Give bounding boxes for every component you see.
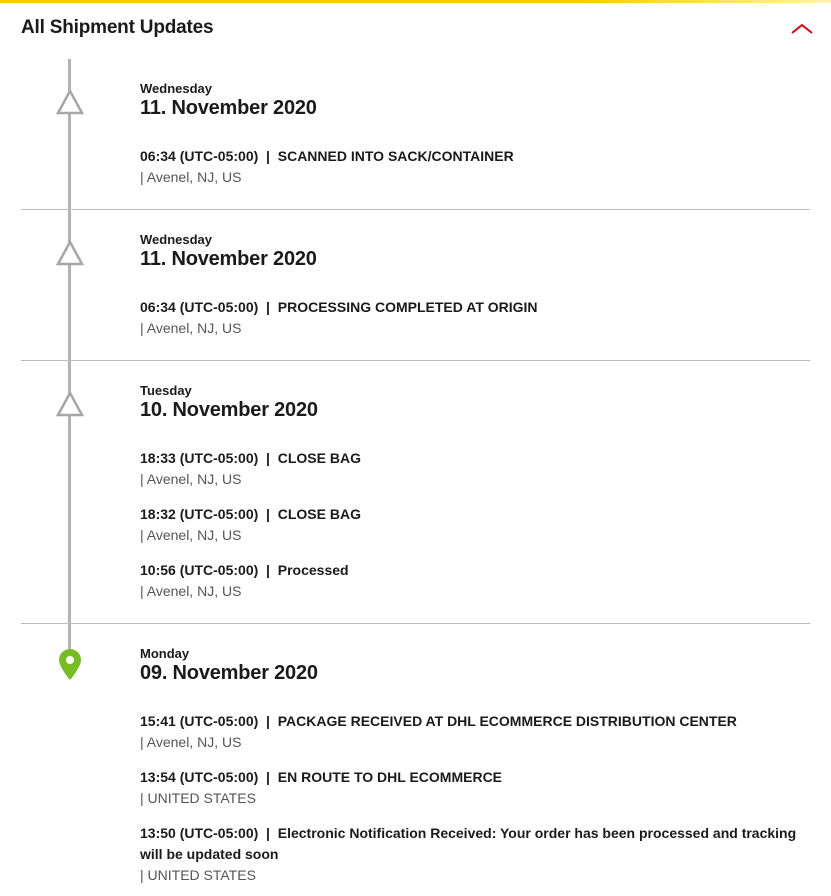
weekday-label: Wednesday (140, 81, 213, 96)
event-status: Processed (277, 562, 349, 578)
event-line (140, 711, 810, 732)
date-label: 11. November 2020 (140, 248, 317, 270)
weekday-label: Wednesday (140, 232, 213, 247)
event-status: SCANNED INTO SACK/CONTAINER (277, 148, 514, 164)
event-separator: | (266, 450, 270, 466)
event-location: | Avenel, NJ, US (140, 471, 242, 487)
event-separator: | (266, 148, 270, 164)
event-separator: | (266, 562, 270, 578)
weekday-label: Monday (140, 646, 190, 661)
day-header (140, 232, 317, 271)
event-time: 18:33 (UTC-05:00) (140, 450, 259, 466)
day-header (140, 81, 317, 120)
divider (21, 360, 810, 361)
event-time: 18:32 (UTC-05:00) (140, 506, 259, 522)
divider (21, 623, 810, 624)
event-time: 06:34 (UTC-05:00) (140, 148, 259, 164)
event-item (140, 504, 810, 546)
event-status: PACKAGE RECEIVED AT DHL ECOMMERCE DISTRIBUTION CENTER (277, 713, 737, 729)
triangle-icon (56, 89, 84, 115)
day-header (140, 646, 318, 685)
event-status: EN ROUTE TO DHL ECOMMERCE (277, 769, 503, 785)
event-separator: | (266, 506, 270, 522)
event-item (140, 297, 810, 339)
event-status: PROCESSING COMPLETED AT ORIGIN (277, 299, 538, 315)
event-item (140, 767, 810, 809)
event-location: | UNITED STATES (140, 790, 256, 806)
event-time: 13:54 (UTC-05:00) (140, 769, 259, 785)
day-header (140, 383, 318, 422)
date-label: 11. November 2020 (140, 97, 317, 119)
event-line (140, 297, 810, 318)
divider (21, 209, 810, 210)
date-label: 09. November 2020 (140, 662, 318, 684)
event-separator: | (266, 825, 270, 841)
event-line (140, 823, 810, 865)
event-item (140, 448, 810, 490)
event-line (140, 146, 810, 167)
event-time: 10:56 (UTC-05:00) (140, 562, 259, 578)
event-location: | Avenel, NJ, US (140, 320, 242, 336)
timeline-line (68, 59, 71, 659)
event-line (140, 504, 810, 525)
event-item (140, 823, 810, 886)
event-separator: | (266, 713, 270, 729)
section-title: All Shipment Updates (21, 17, 214, 38)
event-time: 06:34 (UTC-05:00) (140, 299, 259, 315)
event-item (140, 560, 810, 602)
event-location: | Avenel, NJ, US (140, 734, 242, 750)
weekday-label: Tuesday (140, 383, 192, 398)
event-time: 15:41 (UTC-05:00) (140, 713, 259, 729)
date-label: 10. November 2020 (140, 399, 318, 421)
event-location: | Avenel, NJ, US (140, 583, 242, 599)
collapse-button[interactable] (787, 17, 817, 41)
event-separator: | (266, 299, 270, 315)
triangle-icon (56, 240, 84, 266)
event-line (140, 448, 810, 469)
triangle-icon (56, 391, 84, 417)
event-line (140, 560, 810, 581)
chevron-up-icon (787, 17, 817, 41)
event-location: | UNITED STATES (140, 867, 256, 883)
shipment-updates-header[interactable] (0, 3, 831, 55)
event-status: CLOSE BAG (277, 450, 361, 466)
event-status: CLOSE BAG (277, 506, 361, 522)
event-time: 13:50 (UTC-05:00) (140, 825, 259, 841)
event-location: | Avenel, NJ, US (140, 527, 242, 543)
location-pin-icon (56, 648, 84, 682)
event-location: | Avenel, NJ, US (140, 169, 242, 185)
event-status: Electronic Notification Received: Your order has been processed and tracking will be updated soon (140, 825, 797, 862)
event-item (140, 711, 810, 753)
event-separator: | (266, 769, 270, 785)
event-line (140, 767, 810, 788)
event-item (140, 146, 810, 188)
